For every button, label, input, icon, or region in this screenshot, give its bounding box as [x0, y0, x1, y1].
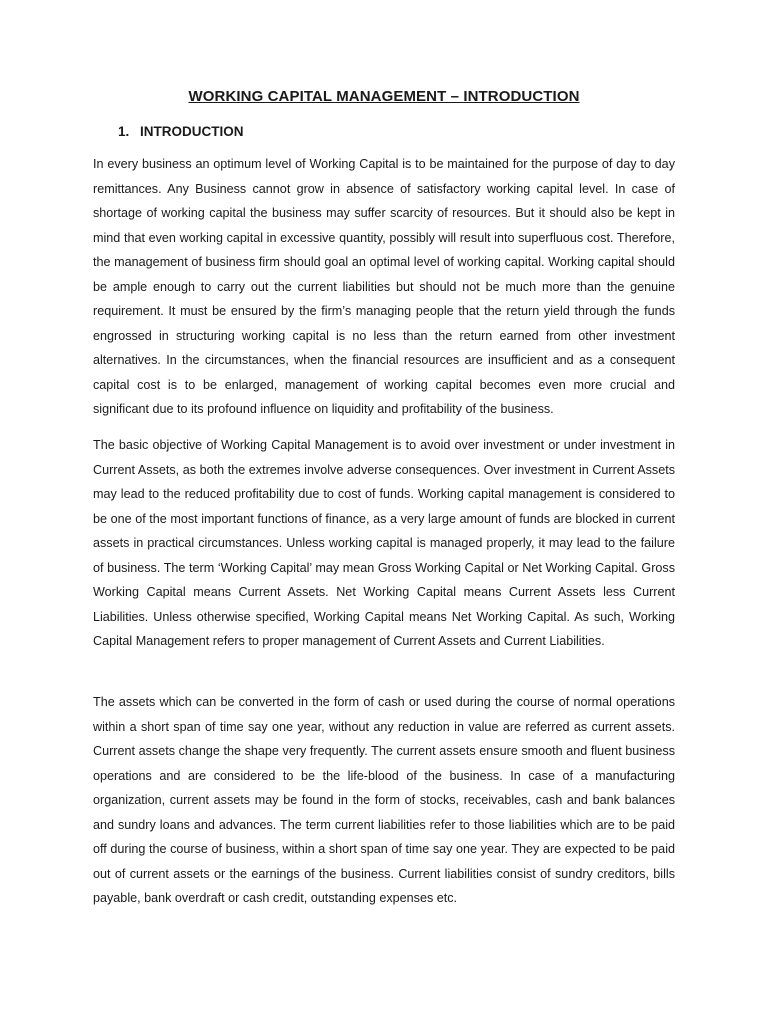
section-heading-label: INTRODUCTION — [140, 124, 244, 139]
section-number: 1. — [118, 124, 130, 139]
paragraph-3: The assets which can be converted in the form of cash or used during the course of normal operations within a short span of time say one year, without any reduction in value are referred as current assets. Current assets change the shape very frequently. The current assets ensure smooth and fluent business operations and are considered to be the life-blood of the business. In case of a manufacturing organization, current assets may be found in the form of stocks, receivables, cash and bank balances and sundry loans and advances. The term current liabilities refer to those liabilities which are to be paid off during the course of business, within a short span of time say one year. They are expected to be paid out of current assets or the earnings of the business. Current liabilities consist of sundry creditors, bills payable, bank overdraft or cash credit, outstanding expenses etc. — [93, 695, 675, 905]
paragraph-1: In every business an optimum level of Working Capital is to be maintained for the purpose of day to day remittances. Any Business cannot grow in absence of satisfactory working capital level. In case of shortage of working capital the business may suffer scarcity of resources. But it should also be kept in mind that even working capital in excessive quantity, possibly will result into superfluous cost. Therefore, the management of business firm should goal an optimal level of working capital. Working capital should be ample enough to carry out the current liabilities but should not be much more than the genuine requirement. It must be ensured by the firm’s managing people that the return yield through the funds engrossed in structuring working capital is no less than the return earned from other investment alternatives. In the circumstances, when the financial resources are insufficient and as a consequent capital cost is to be enlarged, management of working capital becomes even more crucial and significant due to its profound influence on liquidity and profitability of the business. — [93, 157, 675, 416]
paragraph-2: The basic objective of Working Capital Management is to avoid over investment or under investment in Current Assets, as both the extremes involve adverse consequences. Over investment in Current Assets may lead to the reduced profitability due to cost of funds. Working capital management is considered to be one of the most important functions of finance, as a very large amount of funds are blocked in current assets in practical circumstances. Unless working capital is managed properly, it may lead to the failure of business. The term ‘Working Capital’ may mean Gross Working Capital or Net Working Capital. Gross Working Capital means Current Assets. Net Working Capital means Current Assets less Current Liabilities. Unless otherwise specified, Working Capital means Net Working Capital. As such, Working Capital Management refers to proper management of Current Assets and Current Liabilities. — [93, 438, 675, 648]
document-title: WORKING CAPITAL MANAGEMENT – INTRODUCTION — [188, 88, 580, 105]
section-heading — [118, 124, 244, 139]
